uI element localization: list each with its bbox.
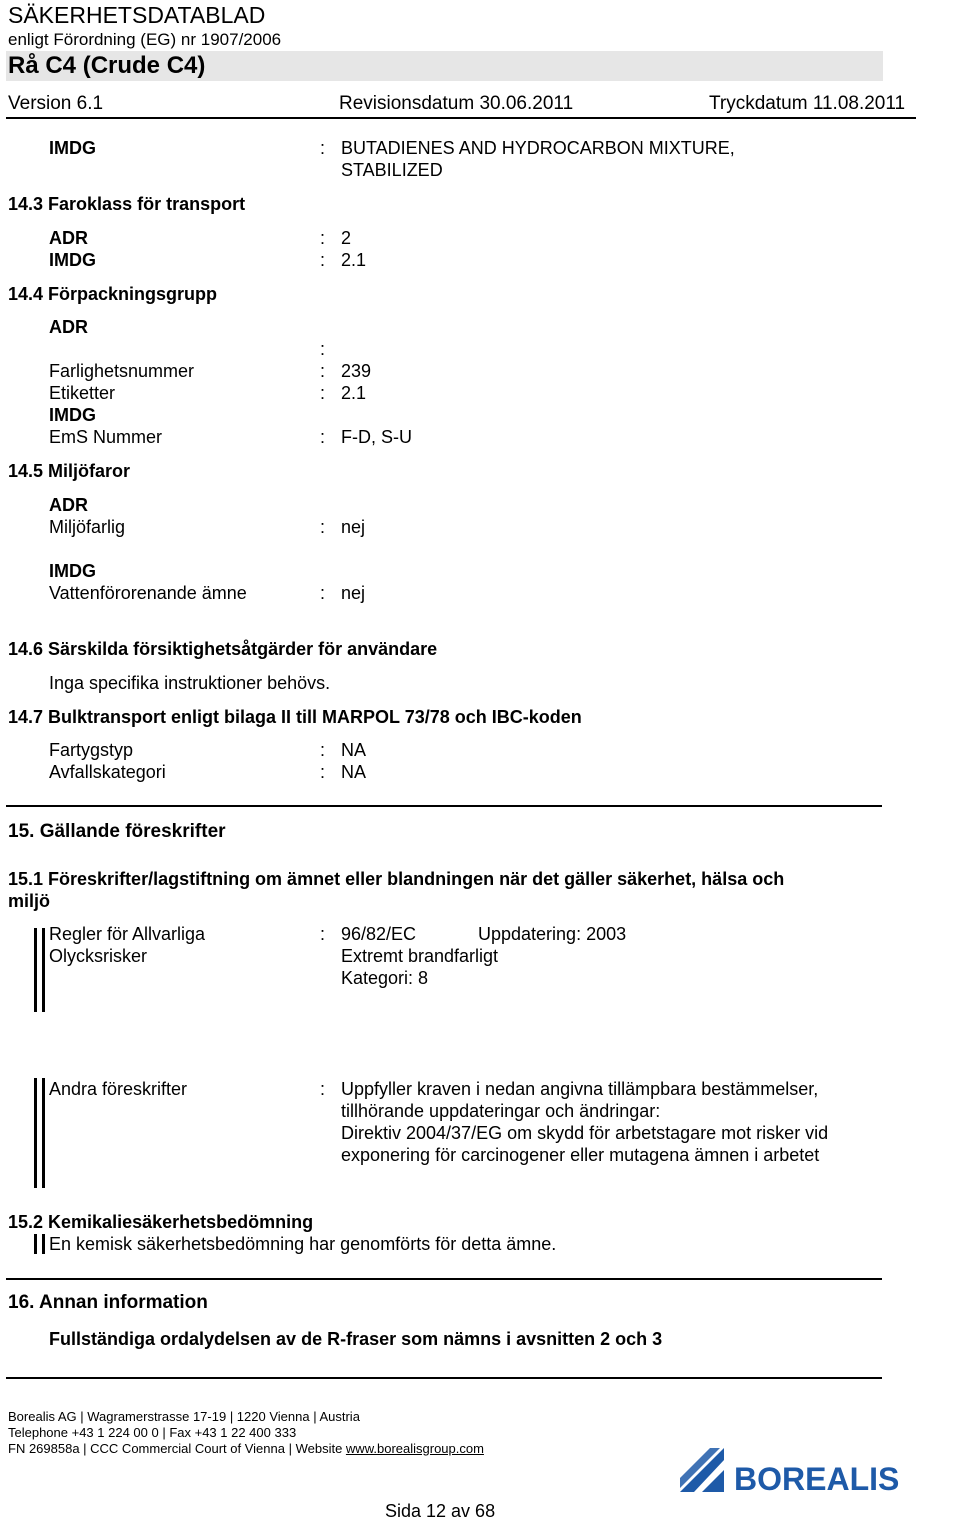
seveso-update: Uppdatering: 2003 — [478, 924, 627, 944]
ems-number-label: EmS Nummer — [49, 427, 163, 447]
other-regulations-line1: Uppfyller kraven i nedan angivna tillämpbara bestämmelser, — [341, 1079, 819, 1099]
regulation-reference: enligt Förordning (EG) nr 1907/2006 — [8, 30, 282, 49]
section-14-6-text: Inga specifika instruktioner behövs. — [49, 673, 331, 693]
colon: : — [320, 383, 326, 403]
logo-wordmark: BOREALIS — [734, 1461, 900, 1496]
print-date: Tryckdatum 11.08.2011 — [709, 93, 906, 114]
section-14-3-title: 14.3 Faroklass för transport — [8, 194, 246, 214]
imdg-name-value-line2: STABILIZED — [341, 160, 443, 180]
s143-adr-label: ADR — [49, 228, 88, 248]
colon: : — [320, 740, 326, 760]
s145-adr-label: ADR — [49, 495, 88, 515]
seveso-directive: 96/82/EC — [341, 924, 417, 944]
imdg-name-label: IMDG — [49, 138, 96, 158]
section-divider — [6, 805, 882, 807]
s143-adr-value: 2 — [341, 228, 352, 248]
colon: : — [320, 583, 326, 603]
ship-type-label: Fartygstyp — [49, 740, 134, 760]
imdg-name-value-line1: BUTADIENES AND HYDROCARBON MIXTURE, — [341, 138, 735, 158]
section-16-title: 16. Annan information — [8, 1292, 208, 1313]
section-15-1-title-line2: miljö — [8, 891, 51, 911]
section-15-2-title: 15.2 Kemikaliesäkerhetsbedömning — [8, 1212, 314, 1232]
labels-value: 2.1 — [341, 383, 367, 403]
section-15-1-title-line1: 15.1 Föreskrifter/lagstiftning om ämnet eller blandningen när det gäller säkerhet, hälsa och — [8, 869, 785, 889]
version-label: Version 6.1 — [8, 93, 104, 114]
other-regulations-label: Andra föreskrifter — [49, 1079, 188, 1099]
s143-imdg-value: 2.1 — [341, 250, 367, 270]
marine-pollutant-value: nej — [341, 583, 366, 603]
waste-category-value: NA — [341, 762, 367, 782]
change-bar — [34, 1078, 37, 1188]
footer-registration — [8, 1441, 484, 1457]
colon: : — [320, 1079, 326, 1099]
colon: : — [320, 138, 326, 158]
colon: : — [320, 517, 326, 537]
ems-number-value: F-D, S-U — [341, 427, 412, 447]
colon: : — [320, 924, 326, 944]
colon: : — [320, 762, 326, 782]
borealis-logo — [680, 1448, 960, 1496]
section-14-7-title: 14.7 Bulktransport enligt bilaga II till MARPOL 73/78 och IBC-koden — [8, 707, 582, 727]
colon: : — [320, 427, 326, 447]
website-link[interactable]: www.borealisgroup.com — [345, 1441, 484, 1456]
section-16-subtitle: Fullständiga ordalydelsen av de R-fraser som nämns i avsnitten 2 och 3 — [49, 1329, 663, 1349]
s143-imdg-label: IMDG — [49, 250, 96, 270]
colon: : — [320, 228, 326, 248]
hazard-number-label: Farlighetsnummer — [49, 361, 195, 381]
other-regulations-line3: Direktiv 2004/37/EG om skydd för arbetstagare mot risker vid — [341, 1123, 829, 1143]
footer-registration-text: FN 269858a | CCC Commercial Court of Vienna | Website — [8, 1441, 346, 1456]
section-divider — [6, 1278, 882, 1280]
section-15-2-text: En kemisk säkerhetsbedömning har genomförts för detta ämne. — [49, 1234, 557, 1254]
change-bar — [34, 928, 37, 1012]
env-hazard-label: Miljöfarlig — [49, 517, 126, 537]
other-regulations-line2: tillhörande uppdateringar och ändringar: — [341, 1101, 661, 1121]
hazard-number-value: 239 — [341, 361, 372, 381]
revision-date: Revisionsdatum 30.06.2011 — [339, 93, 574, 114]
colon: : — [320, 361, 326, 381]
seveso-category: Kategori: 8 — [341, 968, 429, 988]
other-regulations-line4: exponering för carcinogener eller mutagena ämnen i arbetet — [341, 1145, 820, 1165]
colon: : — [320, 250, 326, 270]
env-hazard-value: nej — [341, 517, 366, 537]
s145-imdg-label: IMDG — [49, 561, 96, 581]
s144-adr-label: ADR — [49, 317, 88, 337]
product-name: Rå C4 (Crude C4) — [8, 52, 206, 79]
document-title: SÄKERHETSDATABLAD — [8, 2, 266, 28]
change-bar — [42, 1078, 45, 1188]
footer-address: Borealis AG | Wagramerstrasse 17-19 | 1220 Vienna | Austria — [8, 1409, 360, 1424]
change-bar — [42, 928, 45, 1012]
page-number: Sida 12 av 68 — [385, 1501, 496, 1521]
change-bar — [34, 1234, 37, 1254]
section-14-6-title: 14.6 Särskilda försiktighetsåtgärder för användare — [8, 639, 438, 659]
footer-phone: Telephone +43 1 224 00 0 | Fax +43 1 22 400 333 — [8, 1425, 297, 1440]
waste-category-label: Avfallskategori — [49, 762, 166, 782]
ship-type-value: NA — [341, 740, 367, 760]
footer-divider — [6, 1377, 882, 1379]
seveso-classification: Extremt brandfarligt — [341, 946, 499, 966]
marine-pollutant-label: Vattenförorenande ämne — [49, 583, 247, 603]
change-bar — [42, 1234, 45, 1254]
labels-label: Etiketter — [49, 383, 116, 403]
section-14-5-title: 14.5 Miljöfaror — [8, 461, 131, 481]
borealis-logo-icon — [680, 1448, 960, 1496]
colon: : — [320, 339, 326, 359]
section-15-title: 15. Gällande föreskrifter — [8, 821, 226, 842]
seveso-label-line2: Olycksrisker — [49, 946, 147, 966]
s144-imdg-label: IMDG — [49, 405, 96, 425]
header-divider — [6, 117, 916, 119]
seveso-label-line1: Regler för Allvarliga — [49, 924, 206, 944]
section-14-4-title: 14.4 Förpackningsgrupp — [8, 284, 218, 304]
